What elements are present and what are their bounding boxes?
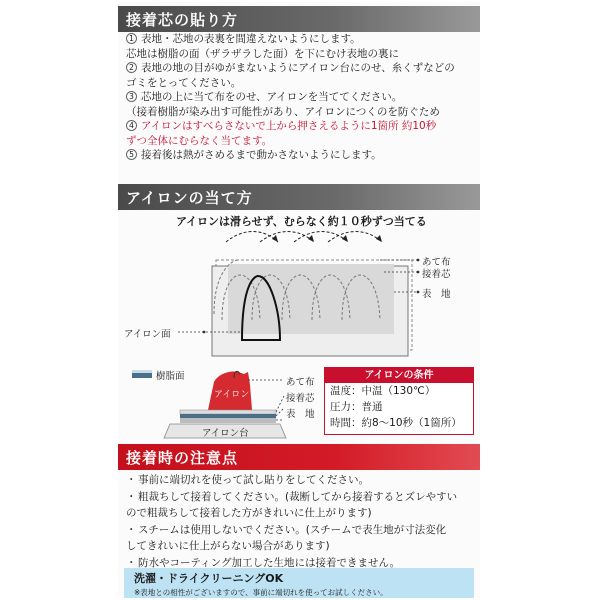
step-2 — [126, 61, 476, 76]
step-text-cont: ずつ全体にむらなく当てます。 — [126, 134, 273, 147]
bullet: ・ — [126, 474, 137, 486]
label-cloth-2: あて布 — [286, 377, 315, 388]
caution-item — [126, 472, 476, 489]
diagram-caption: アイロンは滑らせず、むらなく約１０秒ずつ当てる — [176, 215, 427, 228]
label-resin: 樹脂面 — [156, 371, 185, 382]
washing-info-box — [124, 568, 474, 598]
step-text: アイロンはすべらさないで上から押さえるように1箇所 約10秒 — [141, 120, 437, 132]
caution-text: スチームは使用しないでください。(スチームで表生地が寸法変化 — [138, 523, 447, 536]
step-text: 芯地の上に当て布をのせ、アイロンを当ててください。 — [141, 91, 403, 103]
section-title: 接着芯の貼り方 — [126, 11, 239, 29]
step-4 — [126, 119, 476, 134]
label-iron-face: アイロン面 — [124, 329, 171, 340]
instruction-sheet — [118, 2, 480, 598]
step-1 — [126, 32, 476, 47]
bullet: ・ — [126, 556, 137, 569]
caution-text-cont: ので粗裁ちして接着した方がきれいに仕上がります) — [126, 507, 372, 519]
step-number: 5 — [126, 149, 137, 160]
step-text: 表地の地の目がゆがまないようにアイロン台にのせ、糸くずなどの — [141, 62, 455, 74]
label-cloth: あて布 — [422, 257, 451, 268]
step-text-cont: ゴミをとってください。 — [126, 76, 242, 89]
step-number: 3 — [126, 91, 137, 102]
step-5 — [126, 148, 476, 163]
label-fabric: 表 地 — [422, 289, 451, 300]
label-iron: アイロン — [214, 390, 250, 400]
step-text: 接着後は熱がさめるまで動かさないようにします。 — [141, 149, 382, 161]
caution-item — [126, 522, 476, 539]
condition-pressure: 圧力：普通 — [330, 401, 383, 413]
conditions-title: アイロンの条件 — [325, 368, 473, 383]
washing-title: 洗濯・ドライクリーニングOK — [134, 572, 284, 585]
condition-temperature: 温度：中温（130℃） — [330, 385, 436, 397]
caution-text: 防水やコーティング加工した生地には接着できません。 — [138, 556, 401, 569]
step-number: 1 — [126, 33, 137, 44]
label-fabric-2: 表 地 — [286, 409, 315, 420]
section-header-cautions — [118, 444, 480, 470]
condition-time: 時間：約8～10秒（1箇所） — [330, 417, 462, 429]
iron-conditions-box — [324, 367, 474, 435]
step-text-cont: （接着樹脂が染み出す可能性があり、アイロンにつくのを防ぐため — [126, 105, 440, 118]
section-title: 接着時の注意点 — [126, 449, 239, 467]
caution-text: 粗裁ちして接着してください。(裁断してから接着するとズレやすい — [138, 490, 458, 503]
step-number: 4 — [126, 120, 137, 131]
steps-list — [126, 32, 476, 163]
step-text: 表地・芯地の表裏を間違えないようにします。 — [141, 33, 361, 45]
caution-item — [126, 489, 476, 506]
caution-text-cont: してきれいに仕上がらない場合があります) — [126, 540, 330, 552]
washing-note: ※表地との相性がございますので、事前に端切れを使ってお試しください。 — [134, 588, 388, 597]
bullet: ・ — [126, 523, 137, 536]
label-interlining-2: 接着芯 — [286, 393, 315, 404]
step-text-cont: 芯地は樹脂の面（ザラザラした面）を下にむけ表地の裏に — [126, 47, 399, 60]
caution-text: 事前に端切れを使って試し貼りをしてください。 — [138, 474, 369, 486]
section-header-ironing — [118, 184, 480, 210]
bullet: ・ — [126, 490, 137, 503]
label-interlining: 接着芯 — [422, 269, 451, 280]
cautions-list — [126, 472, 476, 571]
section-title: アイロンの当て方 — [126, 189, 253, 207]
step-number: 2 — [126, 62, 137, 73]
step-3 — [126, 90, 476, 105]
label-ironing-board: アイロン台 — [202, 428, 249, 439]
section-header-how-to-apply — [118, 6, 480, 32]
